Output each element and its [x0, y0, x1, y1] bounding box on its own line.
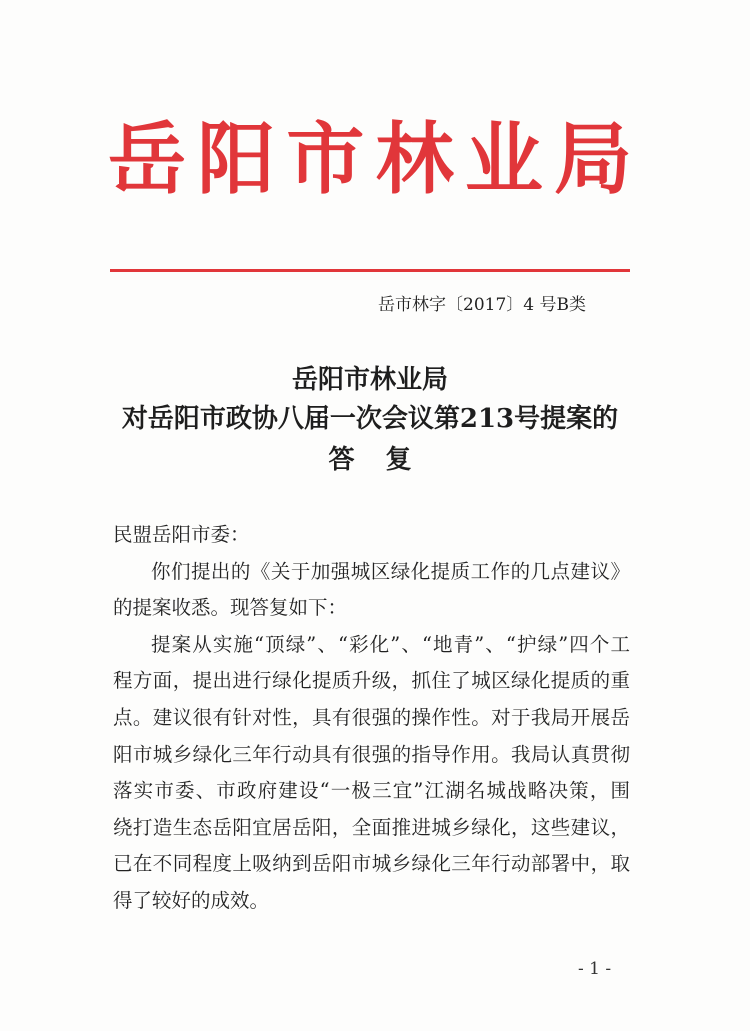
paragraph-2-line-8: 得了较好的成效。	[113, 888, 270, 912]
document-number: 岳市林字〔2017〕4 号B类	[378, 295, 586, 315]
paragraph-1-line-2: 的提案收悉。现答复如下：	[113, 596, 348, 620]
paragraph-2-line-7: 已在不同程度上吸纳到岳阳市城乡绿化三年行动部署中，取	[113, 852, 630, 876]
paragraph-2-line-3: 点。建议很有针对性，具有很强的操作性。对于我局开展岳	[113, 705, 630, 729]
title-line-2: 对岳阳市政协八届一次会议第213号提案的	[121, 404, 619, 434]
title-line-1: 岳阳市林业局	[291, 365, 448, 395]
salutation: 民盟岳阳市委：	[113, 523, 250, 546]
document-body	[113, 517, 630, 920]
red-letterhead-title: 岳阳市林业局	[108, 114, 632, 205]
title-line-3: 答 复	[328, 445, 412, 475]
page-number: - 1 -	[578, 959, 612, 979]
red-divider-line	[110, 269, 630, 272]
paragraph-1-line-1: 你们提出的《关于加强城区绿化提质工作的几点建议》	[151, 559, 630, 583]
paragraph-2-line-1: 提案从实施“顶绿”、“彩化”、“地青”、“护绿”四个工	[151, 632, 630, 656]
paragraph-2-line-2: 程方面，提出进行绿化提质升级，抓住了城区绿化提质的重	[113, 669, 630, 693]
paragraph-2-line-4: 阳市城乡绿化三年行动具有很强的指导作用。我局认真贯彻	[113, 742, 630, 766]
paragraph-2-line-6: 绕打造生态岳阳宜居岳阳，全面推进城乡绿化，这些建议，	[113, 815, 630, 839]
paragraph-2-line-5: 落实市委、市政府建设“一极三宜”江湖名城战略决策，围	[113, 779, 630, 803]
